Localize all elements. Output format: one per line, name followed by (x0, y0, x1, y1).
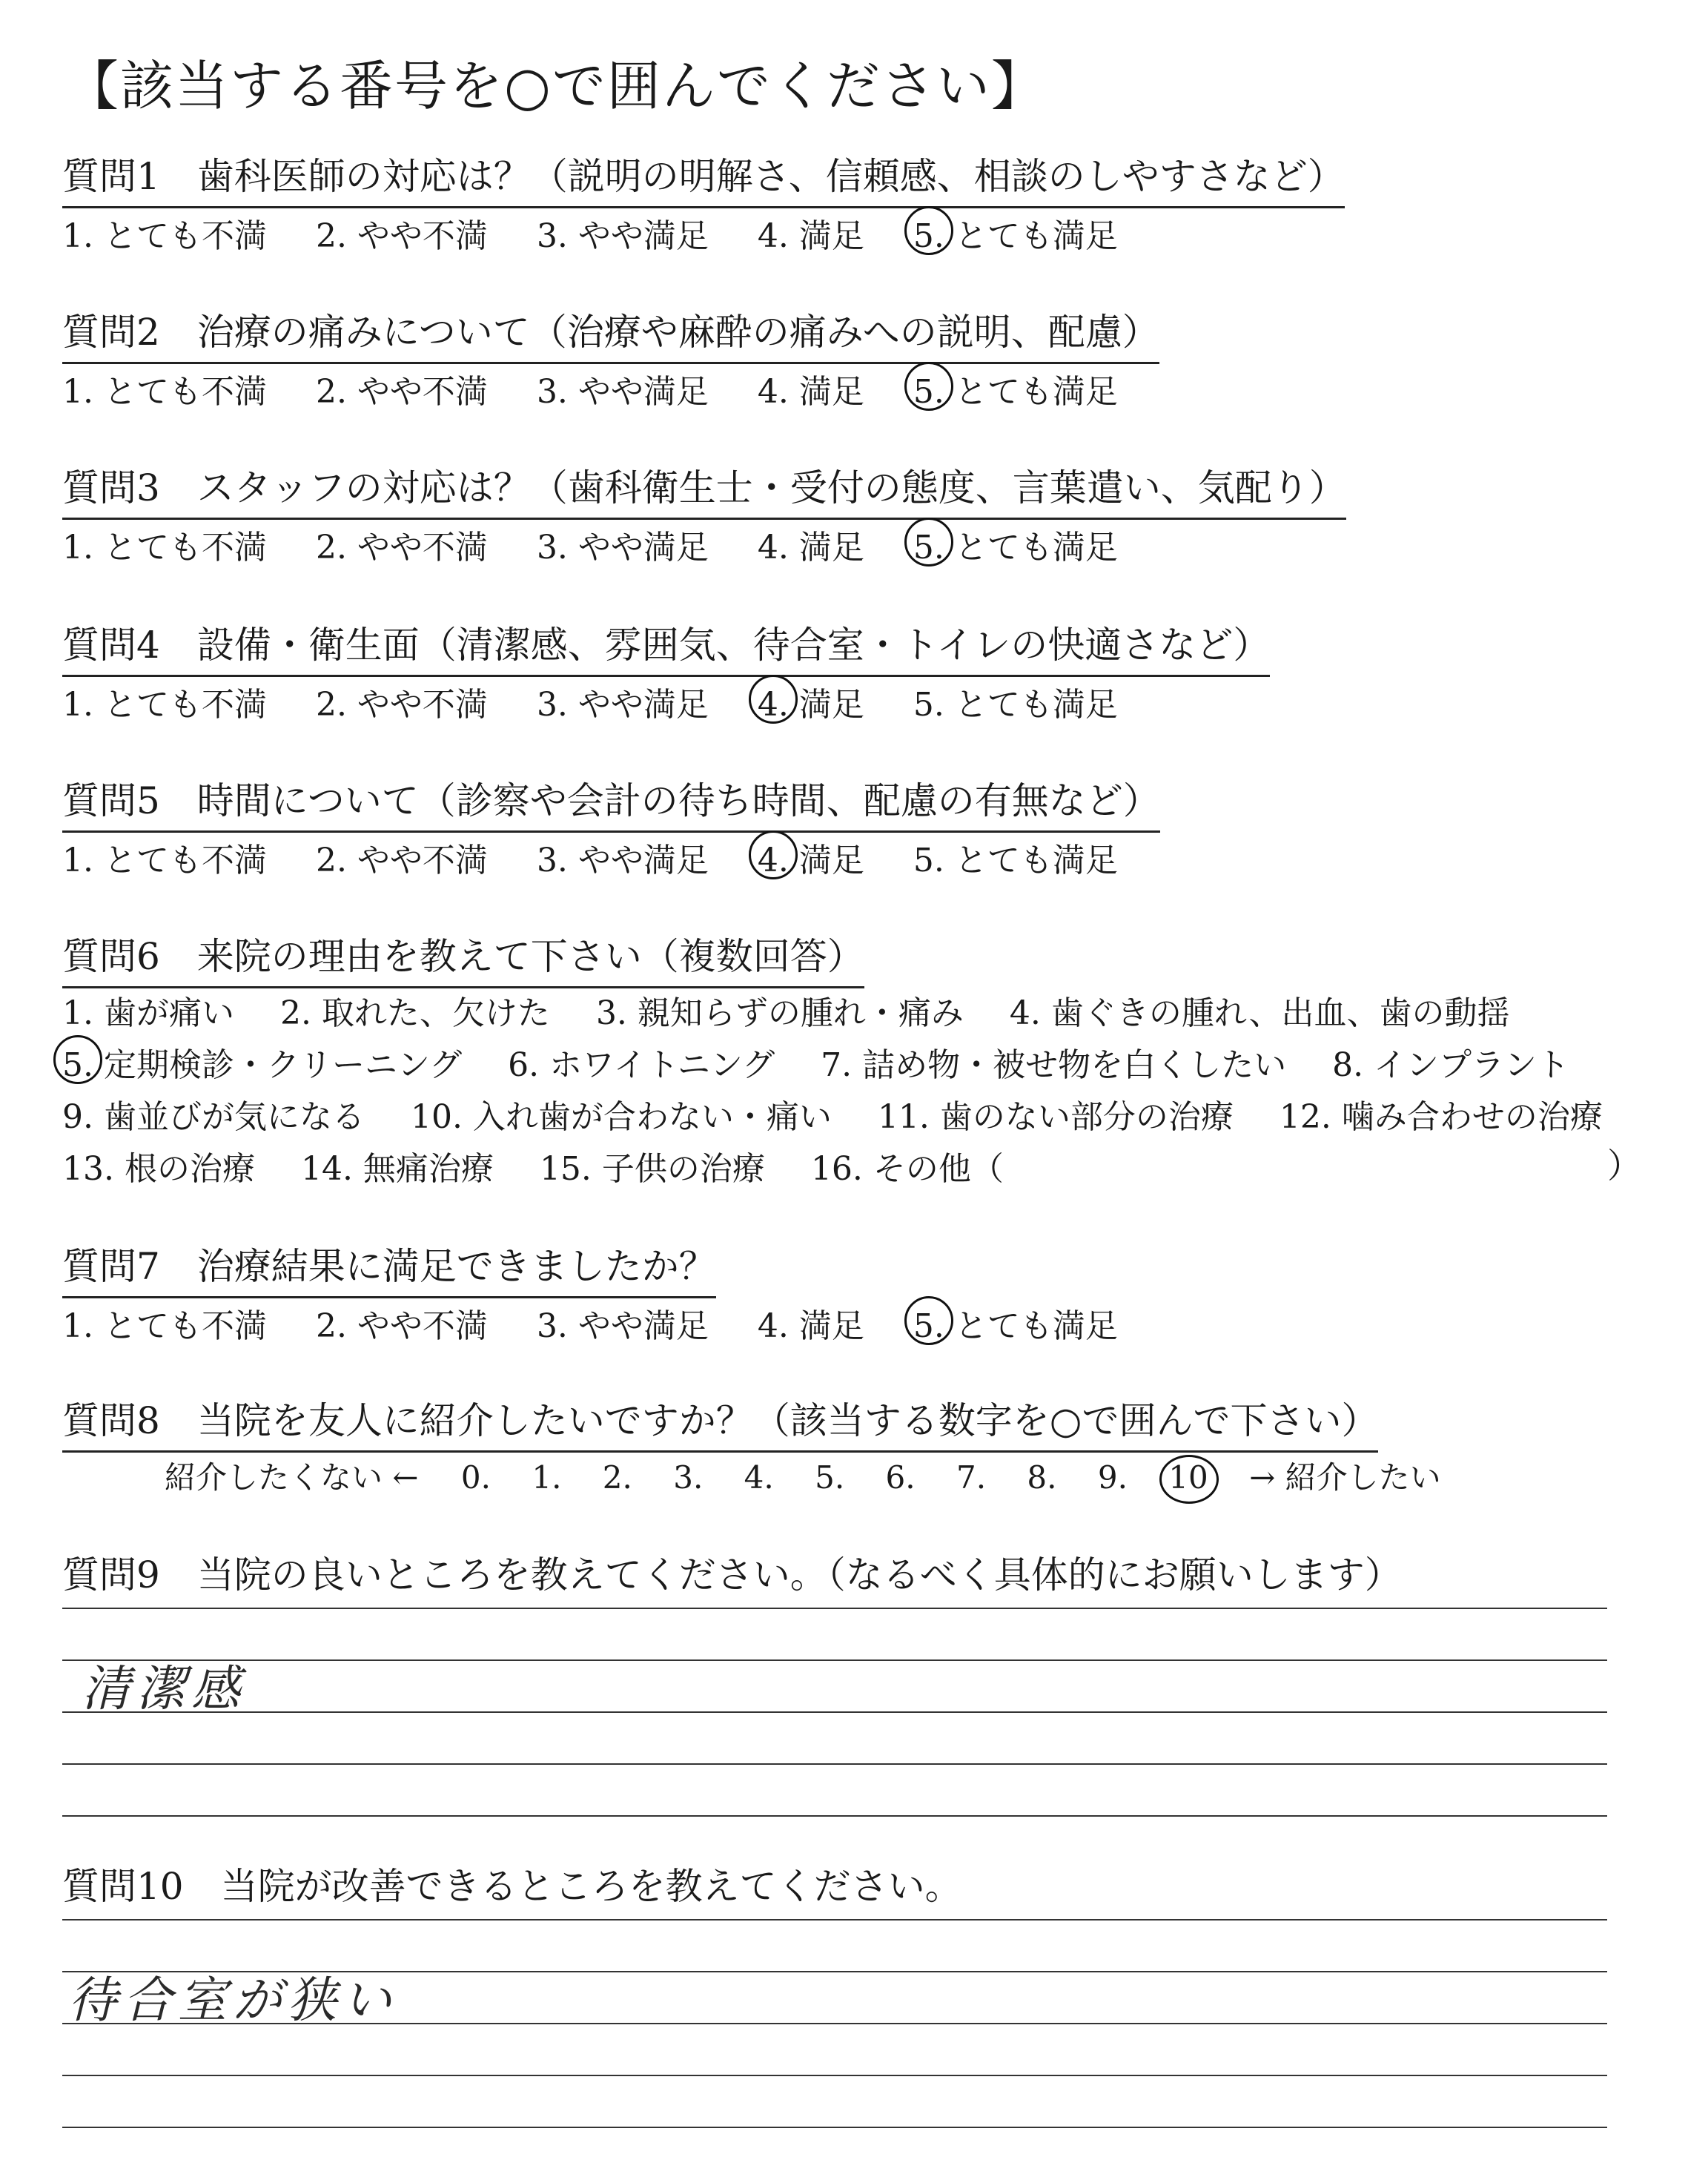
question-7-options (62, 1299, 1156, 1347)
q1-option-2[interactable]: 2. やや不満 (315, 217, 488, 255)
q6-option-13[interactable]: 13. 根の治療 (62, 1150, 255, 1188)
q4-option-5[interactable]: 5. とても満足 (913, 686, 1118, 724)
q8-option-6[interactable]: 6. (885, 1459, 916, 1496)
q7-option-4[interactable]: 4. 満足 (757, 1307, 864, 1345)
q8-option-4[interactable]: 4. (744, 1459, 774, 1496)
q10-handwritten-answer[interactable]: 待合室が狭い (68, 1972, 397, 2029)
q1-option-4[interactable]: 4. 満足 (757, 217, 864, 255)
q5-option-2[interactable]: 2. やや不満 (315, 842, 488, 879)
q3-option-4[interactable]: 4. 満足 (757, 529, 864, 567)
q1-option-1[interactable]: 1. とても不満 (62, 217, 267, 255)
q3-option-2[interactable]: 2. やや不満 (315, 529, 488, 567)
q4-option-3[interactable]: 3. やや満足 (536, 686, 709, 724)
question-2-options (62, 365, 1156, 412)
q6-option-1[interactable]: 1. 歯が痛い (62, 994, 234, 1032)
q6-option-9[interactable]: 9. 歯並びが気になる (62, 1098, 365, 1136)
q4-option-2[interactable]: 2. やや不満 (315, 686, 488, 724)
q7-option-1[interactable]: 1. とても不満 (62, 1307, 267, 1345)
q8-option-9[interactable]: 9. (1097, 1459, 1128, 1496)
q8-option-5[interactable]: 5. (815, 1459, 845, 1496)
question-4-heading: 質問4 設備・衛生面（清潔感、雰囲気、待合室・トイレの快適さなど） (62, 615, 1270, 677)
q3-option-5[interactable]: 5. とても満足 (913, 521, 1118, 568)
q10-answer-line-1 (62, 1919, 1607, 1920)
question-9-heading: 質問9 当院の良いところを教えてください。（なるべく具体的にお願いします） (62, 1553, 1402, 1596)
q2-option-1[interactable]: 1. とても不満 (62, 373, 267, 411)
page-title: 【該当する番号を○で囲んでください】 (65, 55, 1046, 117)
q5-option-1[interactable]: 1. とても不満 (62, 842, 267, 879)
q9-handwritten-answer[interactable]: 清潔感 (82, 1660, 246, 1717)
q6-option-2[interactable]: 2. 取れた、欠けた (279, 994, 550, 1032)
question-5-options (62, 833, 1156, 881)
question-8-scale (165, 1453, 1474, 1498)
q6-option-16[interactable]: 16. その他（ (810, 1150, 1004, 1188)
q9-answer-line-3 (62, 1711, 1607, 1713)
q2-option-2[interactable]: 2. やや不満 (315, 373, 488, 411)
question-6-row-2 (62, 1038, 1605, 1086)
question-1-heading: 質問1 歯科医師の対応は？（説明の明解さ、信頼感、相談のしやすさなど） (62, 147, 1345, 208)
q9-answer-line-5 (62, 1815, 1607, 1817)
q9-answer-line-1 (62, 1608, 1607, 1609)
q3-option-1[interactable]: 1. とても不満 (62, 529, 267, 567)
question-4-options (62, 678, 1156, 725)
q8-option-10[interactable]: 10 (1168, 1459, 1208, 1496)
q8-option-3[interactable]: 3. (673, 1459, 704, 1496)
question-3-options (62, 521, 1156, 568)
q2-option-3[interactable]: 3. やや満足 (536, 373, 709, 411)
q1-option-3[interactable]: 3. やや満足 (536, 217, 709, 255)
q6-option-11[interactable]: 11. 歯のない部分の治療 (877, 1098, 1234, 1136)
q7-option-5[interactable]: 5. とても満足 (913, 1299, 1118, 1347)
question-6-row-4 (62, 1142, 1039, 1189)
q8-option-8[interactable]: 8. (1027, 1459, 1057, 1496)
q7-option-3[interactable]: 3. やや満足 (536, 1307, 709, 1345)
q5-option-4[interactable]: 4. 満足 (758, 833, 864, 881)
q9-answer-line-2 (62, 1659, 1607, 1661)
question-8-heading: 質問8 当院を友人に紹介したいですか？（該当する数字を○で囲んで下さい） (62, 1391, 1378, 1453)
q6-option-8[interactable]: 8. インプラント (1332, 1046, 1570, 1084)
q6-option-6[interactable]: 6. ホワイトニング (508, 1046, 775, 1084)
q8-option-2[interactable]: 2. (602, 1459, 632, 1496)
q8-right-label: → 紹介したい (1249, 1459, 1441, 1496)
q6-option-3[interactable]: 3. 親知らずの腫れ・痛み (595, 994, 964, 1032)
q6-option-4[interactable]: 4. 歯ぐきの腫れ、出血、歯の動揺 (1009, 994, 1510, 1032)
q10-answer-line-5 (62, 2127, 1607, 2128)
question-5-heading: 質問5 時間について（診察や会計の待ち時間、配慮の有無など） (62, 771, 1160, 833)
question-6-row-3 (62, 1090, 1638, 1137)
question-10-heading: 質問10 当院が改善できるところを教えてください。 (62, 1865, 962, 1908)
question-3-heading: 質問3 スタッフの対応は？（歯科衛生士・受付の態度、言葉遣い、気配り） (62, 458, 1346, 520)
q4-option-1[interactable]: 1. とても不満 (62, 686, 267, 724)
question-7-heading: 質問7 治療結果に満足できましたか？ (62, 1237, 716, 1298)
q8-option-7[interactable]: 7. (956, 1459, 987, 1496)
q3-option-3[interactable]: 3. やや満足 (536, 529, 709, 567)
q2-option-5[interactable]: 5. とても満足 (913, 365, 1118, 412)
question-2-heading: 質問2 治療の痛みについて（治療や麻酔の痛みへの説明、配慮） (62, 303, 1159, 364)
question-1-options (62, 209, 1156, 257)
q9-answer-line-4 (62, 1763, 1607, 1765)
q2-option-4[interactable]: 4. 満足 (757, 373, 864, 411)
q6-option-10[interactable]: 10. 入れ歯が合わない・痛い (410, 1098, 832, 1136)
q6-option-12[interactable]: 12. 噛み合わせの治療 (1279, 1098, 1603, 1136)
q1-option-5[interactable]: 5. とても満足 (913, 209, 1118, 257)
q6-option-14[interactable]: 14. 無痛治療 (300, 1150, 494, 1188)
q6-option-5[interactable]: 5. 定期検診・クリーニング (62, 1038, 462, 1086)
q8-option-0[interactable]: 0. (460, 1459, 491, 1496)
q7-option-2[interactable]: 2. やや不満 (315, 1307, 488, 1345)
q5-option-3[interactable]: 3. やや満足 (536, 842, 709, 879)
q6-option-7[interactable]: 7. 詰め物・被せ物を白くしたい (821, 1046, 1287, 1084)
q5-option-5[interactable]: 5. とても満足 (913, 842, 1118, 879)
q6-other-closing-paren: ） (1607, 1146, 1641, 1186)
q4-option-4[interactable]: 4. 満足 (758, 678, 864, 725)
q8-left-label: 紹介したくない ← (165, 1459, 419, 1496)
q8-option-1[interactable]: 1. (532, 1459, 562, 1496)
question-6-heading: 質問6 来院の理由を教えて下さい（複数回答） (62, 927, 864, 988)
question-6-row-1 (62, 986, 1546, 1034)
q6-option-15[interactable]: 15. 子供の治療 (539, 1150, 765, 1188)
q10-answer-line-4 (62, 2075, 1607, 2076)
